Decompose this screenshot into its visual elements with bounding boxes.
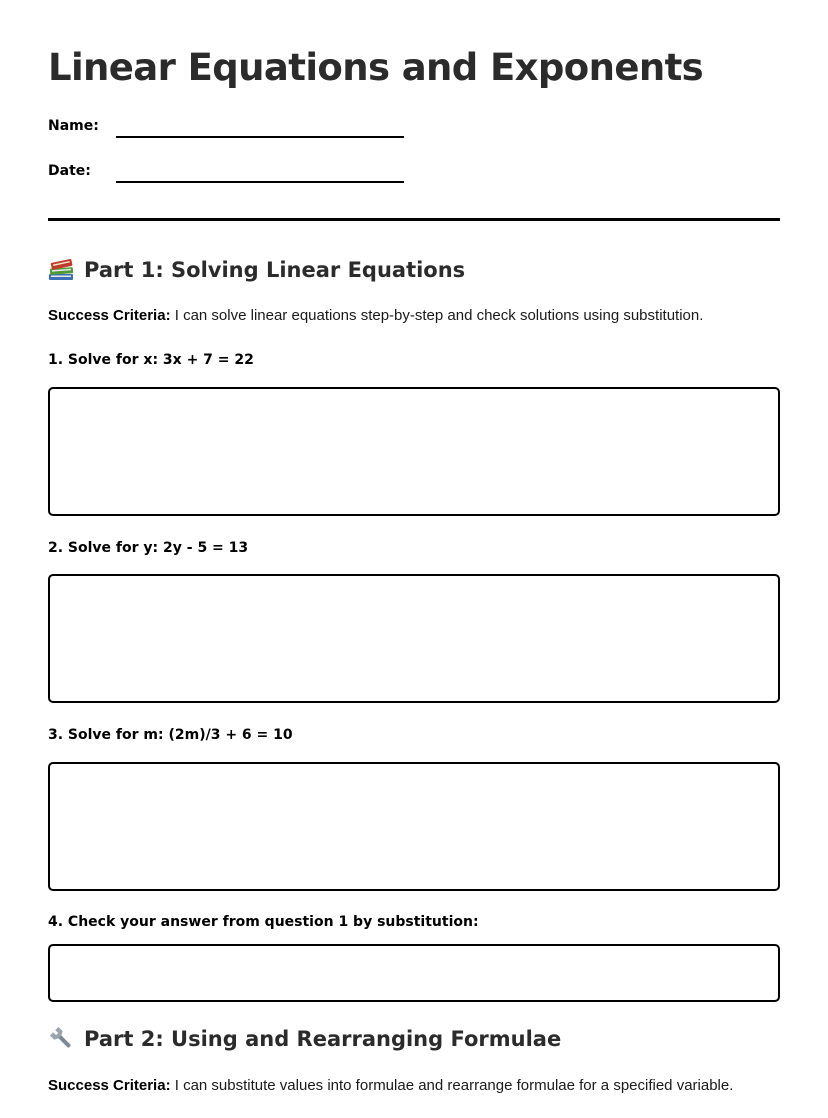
part2-criteria-label: Success Criteria: <box>48 1077 171 1094</box>
part1-criteria-text: I can solve linear equations step-by-step and check solutions using substitution. <box>170 307 704 324</box>
part1-success-criteria <box>48 307 703 324</box>
date-blank-line[interactable] <box>116 181 404 183</box>
header-divider <box>48 218 780 221</box>
name-label: Name: <box>48 118 99 134</box>
part1-criteria-label: Success Criteria: <box>48 307 171 324</box>
question-3: 3. Solve for m: (2m)/3 + 6 = 10 <box>48 727 293 743</box>
date-field-row <box>48 163 448 193</box>
books-icon <box>48 258 76 282</box>
name-blank-line[interactable] <box>116 136 404 138</box>
part2-criteria-text: I can substitute values into formulae and rearrange formulae for a specified variable. <box>170 1077 734 1094</box>
answer-box-1[interactable] <box>48 387 780 516</box>
question-4: 4. Check your answer from question 1 by substitution: <box>48 914 479 930</box>
part1-heading-text: Part 1: Solving Linear Equations <box>84 258 466 282</box>
part1-heading <box>48 258 465 282</box>
worksheet-title: Linear Equations and Exponents <box>48 46 704 89</box>
question-1: 1. Solve for x: 3x + 7 = 22 <box>48 352 254 368</box>
name-field-row <box>48 118 448 148</box>
part2-success-criteria <box>48 1077 733 1094</box>
part2-heading-text: Part 2: Using and Rearranging Formulae <box>84 1027 562 1051</box>
question-2: 2. Solve for y: 2y - 5 = 13 <box>48 540 249 556</box>
part2-heading <box>48 1027 561 1051</box>
date-label: Date: <box>48 163 91 179</box>
answer-box-4[interactable] <box>48 944 780 1002</box>
answer-box-2[interactable] <box>48 574 780 703</box>
answer-box-3[interactable] <box>48 762 780 891</box>
wrench-icon <box>48 1027 76 1051</box>
